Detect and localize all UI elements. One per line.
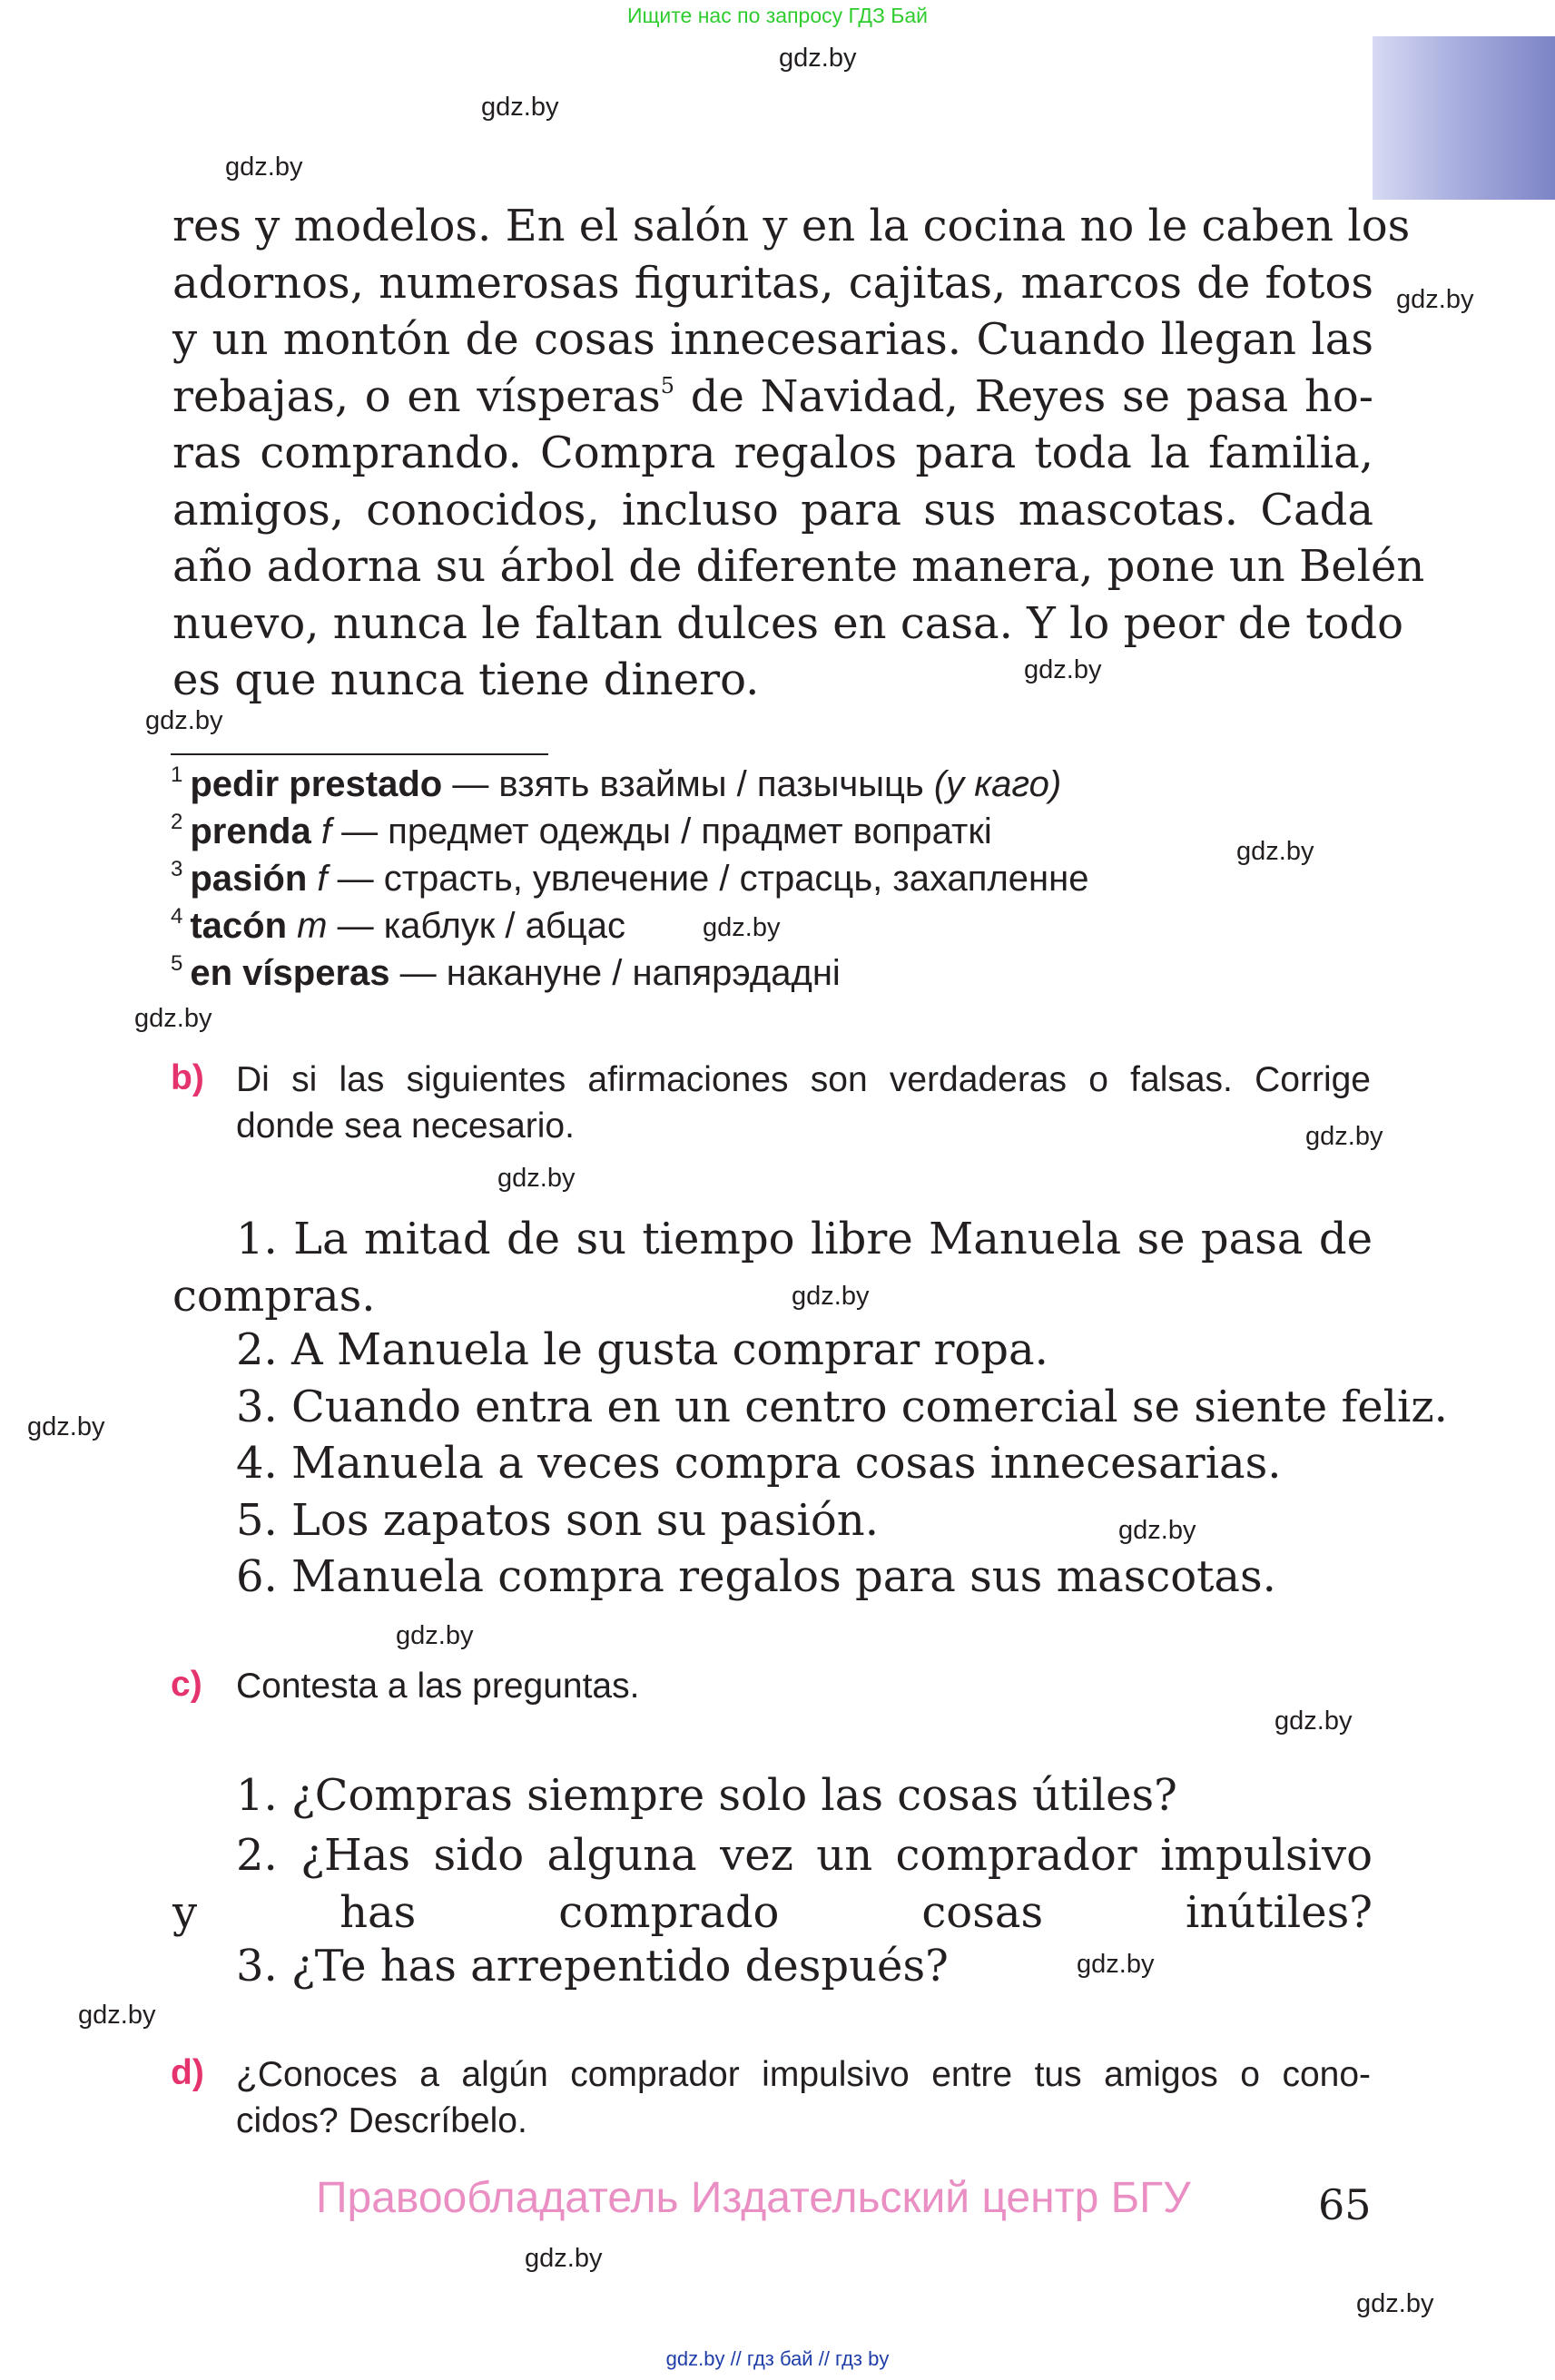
watermark: gdz.by	[1024, 655, 1102, 684]
watermark: gdz.by	[78, 2001, 156, 2030]
footnote-definition: — предмет одежды / прадмет вопраткі	[330, 811, 992, 851]
instruction-line: cidos? Descríbelo.	[236, 2101, 527, 2140]
task-d-label: d)	[171, 2053, 204, 2092]
footnote-number: 4	[171, 904, 183, 929]
footnote-definition: — взять взаймы / пазычыць	[442, 764, 934, 804]
footnote-term: en vísperas	[190, 953, 390, 993]
footnote-term: prenda	[190, 811, 311, 851]
task-b-item	[172, 1211, 1373, 1324]
footnote	[171, 857, 1088, 900]
text-segment: de Navidad, Reyes se pasa ho-	[674, 370, 1373, 422]
footnote-number: 3	[171, 857, 183, 881]
text-line: ras comprando. Compra regalos para toda la familia,	[172, 428, 1373, 478]
text-line: nuevo, nunca le faltan dulces en casa. Y lo peor de todo	[172, 597, 1403, 649]
task-b-label: b)	[171, 1058, 204, 1097]
task-c-instruction: Contesta a las preguntas.	[236, 1667, 640, 1706]
watermark: gdz.by	[145, 706, 223, 735]
page-number: 65	[1318, 2180, 1372, 2229]
footnote	[171, 951, 841, 994]
watermark: gdz.by	[27, 1412, 105, 1441]
footnote-gender: f	[310, 811, 331, 851]
footnote	[171, 762, 1061, 805]
instruction-line: Di si las siguientes afirmaciones son verdaderas o falsas. Corrige	[236, 1060, 1371, 1099]
footnote	[171, 810, 992, 852]
task-c-item	[172, 1827, 1373, 1941]
footnote-gender: m	[287, 906, 328, 946]
watermark: gdz.by	[134, 1004, 212, 1033]
item-line: 1. La mitad de su tiempo libre Manuela se pasa de	[236, 1214, 1373, 1264]
text-line: es que nunca tiene dinero.	[172, 654, 760, 705]
footnote-definition: — каблук / абцас	[327, 906, 625, 946]
footnote-term: pasión	[190, 859, 308, 899]
footnote-gender: f	[307, 859, 328, 899]
watermark: gdz.by	[703, 913, 781, 942]
footnote-divider	[171, 753, 548, 755]
item-line: 2. ¿Has sido alguna vez un comprador impulsivo	[236, 1830, 1373, 1881]
watermark: gdz.by	[497, 1164, 576, 1193]
watermark: gdz.by	[1275, 1706, 1353, 1736]
copyright-footer: Правообладатель Издательский центр БГУ	[316, 2174, 1191, 2222]
task-b-item: 2. A Manuela le gusta comprar ropa.	[236, 1324, 1048, 1375]
instruction-line: donde sea necesario.	[236, 1106, 575, 1146]
footnote	[171, 904, 625, 947]
watermark: gdz.by	[525, 2244, 603, 2273]
bottom-links[interactable]: gdz.by // гдз бай // гдз by	[665, 2347, 890, 2370]
text-line	[172, 369, 1373, 426]
main-paragraph	[172, 198, 1425, 709]
corner-decoration	[1373, 36, 1555, 200]
task-c-item: 3. ¿Te has arrepentido después?	[236, 1941, 949, 1992]
item-line: y has comprado cosas inútiles?	[172, 1886, 1373, 1938]
task-c-label: c)	[171, 1665, 202, 1704]
task-b-item: 5. Los zapatos son su pasión.	[236, 1495, 879, 1546]
task-b-item: 4. Manuela a veces compra cosas innecesarias.	[236, 1438, 1282, 1489]
footnote-term: pedir prestado	[190, 764, 443, 804]
text-line: amigos, conocidos, incluso para sus mascotas. Cada	[172, 484, 1373, 536]
text-line: y un montón de cosas innecesarias. Cuando llegan las	[172, 314, 1373, 365]
watermark: gdz.by	[1236, 837, 1314, 866]
top-banner[interactable]: Ищите нас по запросу ГДЗ Бай	[626, 4, 929, 27]
item-line: compras.	[172, 1270, 376, 1322]
watermark: gdz.by	[225, 152, 303, 182]
footnote-number: 5	[171, 951, 183, 976]
watermark: gdz.by	[1396, 285, 1474, 314]
task-b-instruction	[236, 1057, 1371, 1149]
watermark: gdz.by	[481, 93, 559, 122]
task-d-instruction	[236, 2051, 1371, 2144]
footnote-note: (у каго)	[933, 764, 1062, 804]
task-c-item: 1. ¿Compras siempre solo las cosas útiles?	[236, 1770, 1177, 1821]
footnote-definition: — страсть, увлечение / страсць, захапленне	[327, 859, 1089, 899]
footnote-definition: — накануне / напярэдадні	[389, 953, 841, 993]
footnote-ref: 5	[660, 372, 675, 398]
watermark: gdz.by	[396, 1621, 474, 1650]
watermark: gdz.by	[792, 1282, 870, 1311]
watermark: gdz.by	[1077, 1950, 1155, 1979]
watermark: gdz.by	[1356, 2289, 1434, 2318]
footnote-number: 2	[171, 810, 183, 834]
instruction-line: ¿Conoces a algún comprador impulsivo entre tus amigos o cono-	[236, 2055, 1371, 2094]
watermark: gdz.by	[1305, 1122, 1383, 1151]
text-segment: rebajas, o en vísperas	[172, 370, 661, 422]
task-b-item: 6. Manuela compra regalos para sus mascotas.	[236, 1551, 1276, 1602]
task-b-item: 3. Cuando entra en un centro comercial se siente feliz.	[236, 1382, 1448, 1432]
text-line: adornos, numerosas figuritas, cajitas, marcos de fotos	[172, 257, 1373, 309]
footnote-term: tacón	[190, 906, 288, 946]
text-line: año adorna su árbol de diferente manera, pone un Belén	[172, 541, 1425, 592]
watermark: gdz.by	[779, 44, 857, 73]
watermark: gdz.by	[1118, 1516, 1196, 1545]
text-line: res y modelos. En el salón y en la cocina no le caben los	[172, 201, 1411, 251]
footnote-number: 1	[171, 762, 183, 787]
